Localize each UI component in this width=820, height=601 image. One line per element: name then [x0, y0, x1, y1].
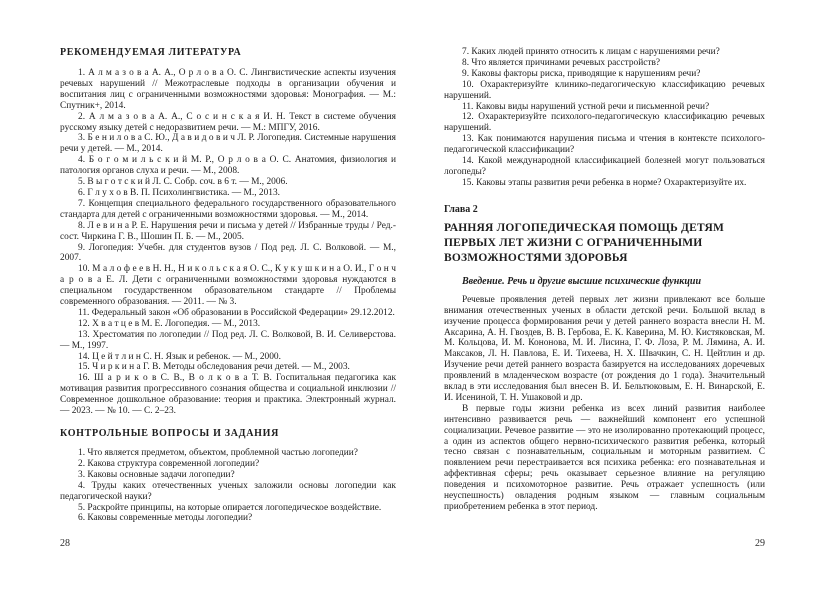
question-item: 7. Каких людей принято относить к лицам с нарушениями речи?: [462, 47, 720, 57]
page-right-column: [444, 47, 765, 513]
reference-item: 4. Б о г о м и л ь с к и й М. Р., О р л о в а О. С. Анатомия, физиология и патология органов слуха и речи. — М., 2008.: [60, 155, 396, 177]
chapter-title-line: ПЕРВЫХ ЛЕТ ЖИЗНИ С ОГРАНИЧЕННЫМИ: [444, 236, 703, 249]
literature-heading: РЕКОМЕНДУЕМАЯ ЛИТЕРАТУРА: [60, 47, 242, 58]
reference-item: 15. Ч и р к и н а Г. В. Методы обследования речи детей. — М., 2003.: [78, 362, 350, 373]
reference-item: 14. Ц е й т л и н С. Н. Язык и ребенок. — М., 2000.: [78, 351, 281, 362]
reference-item: 16. Ш а р и к о в С. В., В о л к о в а Т. В. Госпитальная педагогика как мотивация развития прогрессивного сознания общества и социальной инклюзии // Современное дошкольное образование: теория и практика. Электронный журнал. — 2023. — № 10. — С. 2–23.: [60, 373, 396, 417]
reference-item: 8. Л е в и н а Р. Е. Нарушения речи и письма у детей // Избранные труды / Ред.-сост. Чиркина Г. В., Шошин П. Б. — М., 2005.: [60, 220, 396, 242]
page-number-left: 28: [60, 538, 70, 549]
question-item: 2. Какова структура современной логопедии?: [78, 458, 260, 469]
question-item: 3. Каковы основные задачи логопедии?: [78, 469, 235, 480]
reference-item: 2. А л м а з о в а А. А., С о с и н с к а я И. Н. Текст в системе обучения русскому языку детей с недоразвитием речи. — М.: МПГУ, 2016.: [60, 111, 396, 133]
question-item: 1. Что является предметом, объектом, проблемной частью логопедии?: [78, 448, 358, 458]
chapter-title-line: РАННЯЯ ЛОГОПЕДИЧЕСКАЯ ПОМОЩЬ ДЕТЯМ: [444, 221, 725, 234]
reference-item: 9. Логопедия: Учебн. для студентов вузов / Под ред. Л. С. Волковой. — М., 2007.: [60, 242, 396, 264]
body-paragraph: Речевые проявления детей первых лет жизни привлекают все больше внимания отечественных ученых в области детской речи. Большой вклад в изучение процесса формирования речи у детей раннего возраста внесли Н. М. Аксарина, А. Н. Гвоздев, В. В. Гербова, Е. К. Каверина, М. Ю. Кистяковская, М. М. Кольцова, И. М. Кононова, М. И. Лисина, Г. Ф. Лоза, Р. М. Лямина, А. И. Максаков, Л. Н. Павлова, Е. И. Тихеева, Н. Х. Швачкин, С. Н. Цейтлин и др. Изучение речи детей раннего возраста базируется на исследованиях доречевых проявлений в младенческом возрасте (от рождения до 1 года). Значительный вклад в эти исследования был внесен В. И. Бельтюковым, Е. Н. Винарской, Е. И. Исениной, Т. Н. Ушаковой и др.: [444, 294, 765, 403]
reference-item: 3. Б е н и л о в а С. Ю., Д а в и д о в и ч Л. Р. Логопедия. Системные нарушения речи у детей. — М., 2014.: [60, 133, 396, 155]
chapter-label: Глава 2: [444, 203, 478, 215]
question-item: 8. Что является причинами речевых расстройств?: [462, 57, 661, 68]
page-left-column: [60, 47, 396, 524]
chapter-title: [444, 221, 765, 266]
question-item: 5. Раскройте принципы, на которые опирается логопедическое воздействие.: [78, 502, 382, 513]
question-item: 12. Охарактеризуйте психолого-педагогическую классификацию речевых нарушений.: [444, 112, 765, 134]
reference-item: 12. Х в а т ц е в М. Е. Логопедия. — М., 2013.: [78, 318, 261, 329]
reference-item: 6. Г л у х о в В. П. Психолингвистика. — М., 2013.: [78, 187, 280, 198]
control-questions-heading: КОНТРОЛЬНЫЕ ВОПРОСЫ И ЗАДАНИЯ: [60, 428, 280, 439]
question-item: 6. Каковы современные методы логопедии?: [78, 513, 253, 524]
question-item: 14. Какой международной классификацией болезней могут пользоваться логопеды?: [444, 156, 765, 177]
reference-item: 11. Федеральный закон «Об образовании в Российской Федерации» 29.12.2012.: [78, 307, 395, 318]
reference-item: 1. А л м а з о в а А. А., О р л о в а О. С. Лингвистические аспекты изучения речевых нарушений // Межотраслевые подходы в организации обучения и воспитания лиц с ограниченными возможностями здоровья: Монография. — М.: Спутник+, 2014.: [60, 68, 396, 111]
question-item: 4. Труды каких отечественных ученых заложили основы логопедии как педагогической науки?: [60, 480, 396, 502]
question-item: 9. Каковы факторы риска, приводящие к нарушениям речи?: [462, 68, 701, 79]
reference-item: 5. В ы г о т с к и й Л. С. Собр. соч. в 6 т. — М., 2006.: [78, 177, 288, 188]
section-intro-heading: Введение. Речь и другие высшие психические функции: [462, 275, 702, 287]
reference-item: 10. М а л о ф е е в Н. Н., Н и к о л ь с к а я О. С., К у к у ш к и н а О. И., Г о н ч а р о в а Е. Л. Дети с ограниченными возможностями здоровья нуждаются в специальном государственном образовательном стандарте // Проблемы современного образования. — 2011. — № 3.: [60, 264, 396, 308]
question-item: 11. Каковы виды нарушений устной речи и письменной речи?: [462, 101, 710, 112]
question-item: 13. Как понимаются нарушения письма и чтения в контексте психолого-педагогической классификации?: [444, 134, 765, 156]
question-item: 15. Каковы этапы развития речи ребенка в норме? Охарактеризуйте их.: [462, 177, 747, 188]
reference-item: 13. Хрестоматия по логопедии // Под ред. Л. С. Волковой, В. И. Селиверстова. — М., 1997.: [60, 329, 396, 351]
page-number-right: 29: [755, 538, 765, 549]
reference-item: 7. Концепция специального федерального государственного образовательного стандарта для детей с ограниченными возможностями здоровья. — М., 2014.: [60, 198, 396, 220]
question-item: 10. Охарактеризуйте клинико-педагогическую классификацию речевых нарушений.: [444, 79, 765, 101]
chapter-title-line: ВОЗМОЖНОСТЯМИ ЗДОРОВЬЯ: [444, 251, 628, 264]
body-paragraph: В первые годы жизни ребенка из всех линий развития наиболее интенсивно развивается речь — важнейший компонент его успешной социализации. Речевое развитие — это не изолированно протекающий процесс, а один из аспектов общего нервно-психического развития ребенка, который тесно связан с познавательным, социальным и моторным развитием. С появлением речи перестраивается вся психика ребенка: его познавательная и аффективная сферы; речь оказывает серьезное влияние на регуляцию поведения и психомоторное развитие. Речь отражает успешность (или неуспешность) овладения родным языком — главным социальным приобретением ребенка в этот период.: [444, 403, 765, 512]
